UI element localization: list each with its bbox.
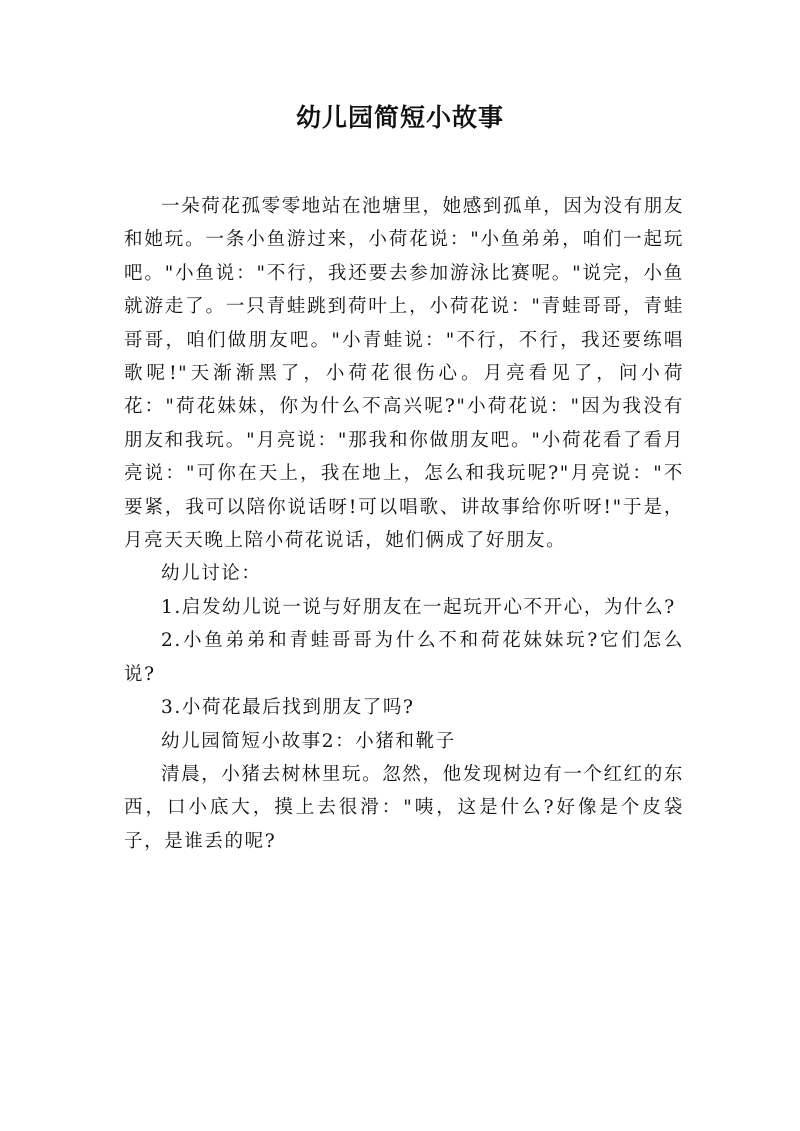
discussion-item-1: 1.启发幼儿说一说与好朋友在一起玩开心不开心，为什么? [161,596,676,618]
story-paragraph: 一朵荷花孤零零地站在池塘里，她感到孤单，因为没有朋友和她玩。一条小鱼游过来，小荷花说："小鱼弟弟，咱们一起玩吧。"小鱼说："不行，我还要去参加游泳比赛呢。"说完，小鱼就游走了。一只青蛙跳到荷叶上，小荷花说："青蛙哥哥，青蛙哥哥，咱们做朋友吧。"小青蛙说："不行，不行，我还要练唱歌呢!"天渐渐黑了，小荷花很伤心。月亮看见了，问小荷花："荷花妹妹，你为什么不高兴呢?"小荷花说："因为我没有朋友和我玩。"月亮说："那我和你做朋友吧。"小荷花看了看月亮说："可你在天上，我在地上，怎么和我玩呢?"月亮说："不要紧，我可以陪你说话呀!可以唱歌、讲故事给你听呀!"于是，月亮天天晚上陪小荷花说话，她们俩成了好朋友。 [124,196,684,552]
document-body [124,190,684,858]
second-story-paragraph: 清晨，小猪去树林里玩。忽然，他发现树边有一个红红的东西，口小底大，摸上去很滑："咦，这是什么?好像是个皮袋子，是谁丢的呢? [124,763,684,852]
discussion-item-2: 2.小鱼弟弟和青蛙哥哥为什么不和荷花妹妹玩?它们怎么说? [124,630,684,685]
document-title: 幼儿园简短小故事 [295,103,504,132]
discussion-heading: 幼儿讨论： [161,563,262,585]
discussion-item-3: 3.小荷花最后找到朋友了吗? [161,697,415,719]
second-story-heading: 幼儿园简短小故事2：小猪和靴子 [161,730,456,752]
